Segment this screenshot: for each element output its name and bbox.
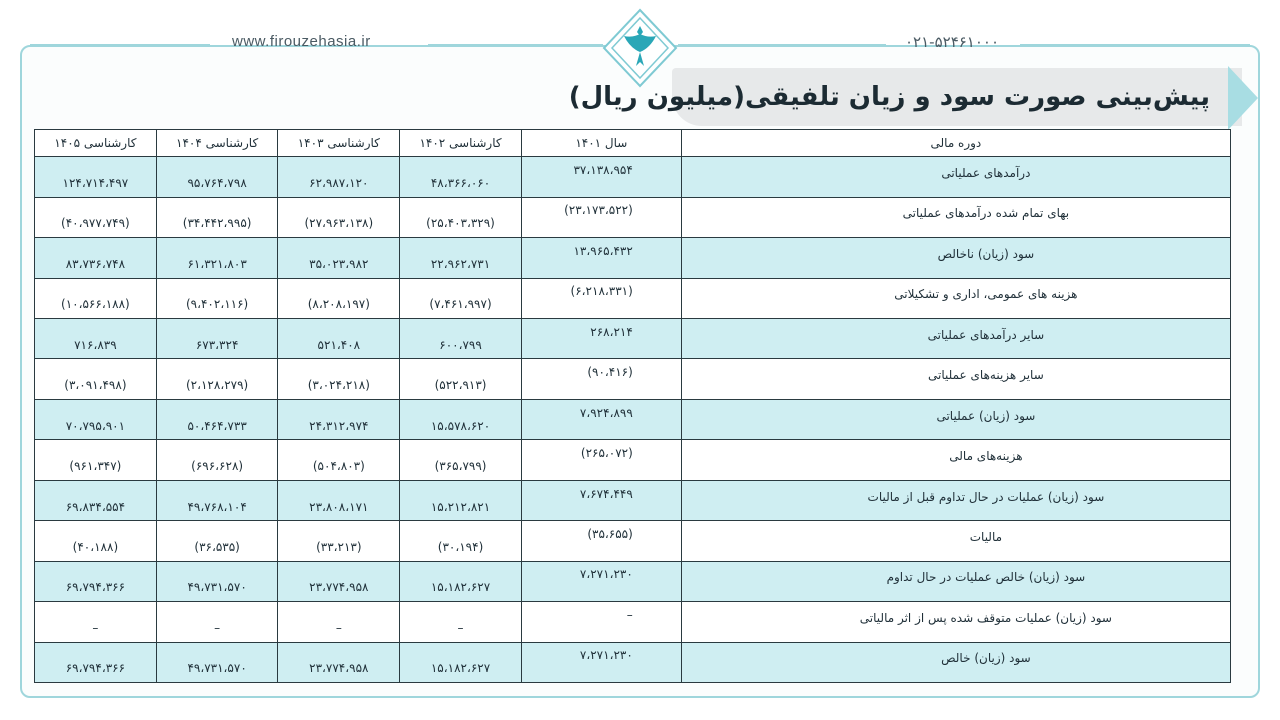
- row-label: هزینه‌های مالی: [949, 449, 1023, 464]
- table-row: [35, 278, 1231, 318]
- cell-value: (۳،۰۹۱،۴۹۸): [64, 378, 127, 393]
- row-label-cell: [681, 197, 1230, 237]
- row-label-cell: [681, 399, 1230, 439]
- row-label: سود (زیان) خالص: [941, 651, 1031, 666]
- table-row: [35, 440, 1231, 480]
- cell-value: (۲۶۵،۰۷۲): [580, 446, 633, 461]
- table-row: [35, 197, 1231, 237]
- income-statement-table: [34, 129, 1231, 683]
- table-row: [35, 399, 1231, 439]
- cell-value: ۲۳،۷۷۴،۹۵۸: [309, 580, 369, 595]
- value-cell: [521, 440, 681, 480]
- row-label: سود (زیان) عملیات در حال تداوم قبل از مالیات: [867, 489, 1105, 504]
- row-label-cell: [681, 480, 1230, 520]
- value-cell: [521, 521, 681, 561]
- divider-line-mid-right: [678, 44, 886, 46]
- cell-value: (۳۴،۴۴۲،۹۹۵): [182, 216, 252, 231]
- value-cell: [35, 602, 157, 642]
- value-cell: [278, 278, 400, 318]
- phone-number: ۰۲۱-۵۲۴۶۱۰۰۰: [905, 33, 1000, 51]
- value-cell: [278, 642, 400, 682]
- cell-value: ۲۴،۳۱۲،۹۷۴: [309, 418, 369, 433]
- value-cell: [400, 440, 522, 480]
- value-cell: [156, 157, 278, 197]
- value-cell: [400, 480, 522, 520]
- column-header-1405: کارشناسی ۱۴۰۵: [35, 130, 157, 157]
- cell-value: (۹۰،۴۱۶): [587, 365, 633, 380]
- value-cell: [521, 399, 681, 439]
- value-cell: [35, 157, 157, 197]
- row-label-cell: [681, 642, 1230, 682]
- table-row: [35, 602, 1231, 642]
- table-row: [35, 319, 1231, 359]
- table-row: [35, 521, 1231, 561]
- cell-value: (۳۵،۶۵۵): [587, 526, 633, 541]
- row-label-cell: [681, 319, 1230, 359]
- value-cell: [156, 521, 278, 561]
- value-cell: [278, 480, 400, 520]
- value-cell: [521, 359, 681, 399]
- column-header-1403: کارشناسی ۱۴۰۳: [278, 130, 400, 157]
- table-row: [35, 642, 1231, 682]
- cell-value: (۳،۰۲۴،۲۱۸): [307, 378, 370, 393]
- cell-value: ۱۵،۵۷۸،۶۲۰: [430, 418, 491, 433]
- value-cell: [521, 480, 681, 520]
- value-cell: [278, 561, 400, 601]
- value-cell: [521, 319, 681, 359]
- table-row: [35, 561, 1231, 601]
- value-cell: [35, 561, 157, 601]
- value-cell: [521, 602, 681, 642]
- row-label-cell: [681, 602, 1230, 642]
- cell-value: (۴۰،۱۸۸): [72, 539, 119, 554]
- cell-value: ۴۹،۷۳۱،۵۷۰: [187, 661, 247, 676]
- divider-line-mid-left: [428, 44, 603, 46]
- value-cell: [400, 319, 522, 359]
- cell-value: ۶۹،۷۹۴،۳۶۶: [65, 580, 126, 595]
- value-cell: [156, 642, 278, 682]
- cell-value: ۱۵،۱۸۲،۶۲۷: [430, 580, 491, 595]
- cell-value: ۱۲۴،۷۱۴،۴۹۷: [62, 176, 129, 190]
- value-cell: [156, 480, 278, 520]
- cell-value: (۲۷،۹۶۳،۱۳۸): [304, 216, 374, 231]
- cell-value: –: [92, 620, 99, 635]
- value-cell: [156, 602, 278, 642]
- cell-value: (۵۲۲،۹۱۳): [434, 378, 487, 393]
- row-label-cell: [681, 238, 1230, 278]
- row-label: سایر هزینه‌های عملیاتی: [928, 368, 1044, 383]
- cell-value: ۱۳،۹۶۵،۴۳۲: [573, 243, 633, 258]
- value-cell: [35, 521, 157, 561]
- cell-value: ۹۵،۷۶۴،۷۹۸: [187, 176, 247, 190]
- row-label-cell: [681, 157, 1230, 197]
- cell-value: ۷،۶۷۴،۴۴۹: [579, 486, 633, 501]
- row-label: سود (زیان) عملیاتی: [936, 408, 1036, 423]
- cell-value: ۶۷۳،۳۲۴: [195, 337, 239, 352]
- cell-value: ۷،۲۷۱،۲۳۰: [579, 648, 633, 663]
- cell-value: (۳۶۵،۷۹۹): [434, 459, 487, 474]
- value-cell: [278, 157, 400, 197]
- cell-value: ۶۰۰،۷۹۹: [439, 337, 482, 352]
- value-cell: [278, 238, 400, 278]
- value-cell: [278, 440, 400, 480]
- cell-value: ۷،۲۷۱،۲۳۰: [579, 567, 633, 582]
- table-header-row: [35, 130, 1231, 157]
- row-label: درآمدهای عملیاتی: [941, 166, 1031, 180]
- value-cell: [278, 319, 400, 359]
- page-title: پیش‌بینی صورت سود و زیان تلفیقی(میلیون ریال): [568, 82, 1210, 112]
- table-row: [35, 238, 1231, 278]
- cell-value: ۱۵،۲۱۲،۸۲۱: [430, 499, 491, 514]
- row-label: بهای تمام شده درآمدهای عملیاتی: [902, 206, 1070, 221]
- row-label: سود (زیان) ناخالص: [937, 246, 1035, 261]
- value-cell: [278, 399, 400, 439]
- value-cell: [156, 238, 278, 278]
- value-cell: [400, 157, 522, 197]
- column-header-1402: کارشناسی ۱۴۰۲: [400, 130, 522, 157]
- value-cell: [400, 521, 522, 561]
- value-cell: [156, 399, 278, 439]
- value-cell: [278, 197, 400, 237]
- value-cell: [400, 642, 522, 682]
- row-label: هزینه های عمومی، اداری و تشکیلاتی: [894, 287, 1078, 302]
- cell-value: (۳۶،۵۳۵): [194, 539, 240, 554]
- value-cell: [400, 197, 522, 237]
- cell-value: (۹۶۱،۳۴۷): [69, 459, 122, 474]
- row-label-cell: [681, 521, 1230, 561]
- value-cell: [156, 319, 278, 359]
- row-label-cell: [681, 278, 1230, 318]
- cell-value: ۴۸،۳۶۶،۰۶۰: [430, 176, 491, 190]
- value-cell: [400, 399, 522, 439]
- cell-value: ۷۱۶،۸۳۹: [74, 337, 117, 352]
- value-cell: [156, 359, 278, 399]
- cell-value: ۱۵،۱۸۲،۶۲۷: [430, 661, 491, 676]
- value-cell: [521, 157, 681, 197]
- cell-value: (۶۹۶،۶۲۸): [191, 459, 244, 474]
- value-cell: [156, 197, 278, 237]
- value-cell: [156, 561, 278, 601]
- cell-value: ۶۲،۹۸۷،۱۲۰: [309, 176, 369, 190]
- value-cell: [400, 238, 522, 278]
- table-row: [35, 157, 1231, 197]
- value-cell: [521, 642, 681, 682]
- cell-value: ۷۰،۷۹۵،۹۰۱: [65, 418, 126, 433]
- table-row: [35, 480, 1231, 520]
- cell-value: (۱۰،۵۶۶،۱۸۸): [61, 297, 130, 312]
- cell-value: –: [457, 620, 464, 635]
- value-cell: [156, 278, 278, 318]
- column-header-period: دوره مالی: [681, 130, 1230, 157]
- cell-value: –: [626, 607, 633, 622]
- row-label: سایر درآمدهای عملیاتی: [927, 327, 1045, 342]
- divider-line-left: [30, 44, 210, 46]
- cell-value: ۲۶۸،۲۱۴: [590, 324, 633, 339]
- cell-value: (۳۳،۲۱۳): [316, 539, 362, 554]
- value-cell: [35, 278, 157, 318]
- cell-value: ۴۹،۷۳۱،۵۷۰: [187, 580, 247, 595]
- cell-value: ۵۰،۴۶۴،۷۳۳: [187, 418, 247, 433]
- value-cell: [521, 238, 681, 278]
- value-cell: [521, 561, 681, 601]
- cell-value: (۶،۲۱۸،۳۳۱): [570, 284, 633, 299]
- cell-value: ۶۹،۷۹۴،۳۶۶: [65, 661, 126, 676]
- column-header-1404: کارشناسی ۱۴۰۴: [156, 130, 278, 157]
- cell-value: ۳۷،۱۳۸،۹۵۴: [573, 163, 633, 177]
- cell-value: (۷،۴۶۱،۹۹۷): [429, 297, 492, 312]
- value-cell: [35, 440, 157, 480]
- value-cell: [35, 197, 157, 237]
- cell-value: ۶۱،۳۲۱،۸۰۳: [187, 256, 247, 271]
- value-cell: [278, 521, 400, 561]
- cell-value: ۳۵،۰۲۳،۹۸۲: [309, 256, 369, 271]
- cell-value: (۳۰،۱۹۴): [437, 539, 484, 554]
- value-cell: [35, 359, 157, 399]
- cell-value: ۵۲۱،۴۰۸: [317, 337, 361, 352]
- cell-value: ۸۳،۷۳۶،۷۴۸: [65, 256, 126, 271]
- value-cell: [400, 278, 522, 318]
- value-cell: [521, 278, 681, 318]
- value-cell: [156, 440, 278, 480]
- value-cell: [400, 359, 522, 399]
- value-cell: [35, 480, 157, 520]
- cell-value: –: [335, 620, 342, 635]
- cell-value: (۵۰۴،۸۰۳): [312, 459, 365, 474]
- row-label-cell: [681, 359, 1230, 399]
- cell-value: (۲۳،۱۷۳،۵۲۲): [564, 203, 633, 218]
- value-cell: [35, 642, 157, 682]
- cell-value: ۲۳،۸۰۸،۱۷۱: [309, 499, 369, 514]
- cell-value: (۸،۲۰۸،۱۹۷): [307, 297, 370, 312]
- divider-line-right: [1020, 44, 1250, 46]
- cell-value: ۷،۹۲۴،۸۹۹: [579, 405, 633, 420]
- column-header-1401: سال ۱۴۰۱: [521, 130, 681, 157]
- website-url[interactable]: www.firouzehasia.ir: [232, 33, 371, 50]
- row-label: سود (زیان) عملیات متوقف شده پس از اثر مالیاتی: [859, 610, 1112, 625]
- cell-value: (۲،۱۲۸،۲۷۹): [185, 378, 249, 393]
- value-cell: [278, 602, 400, 642]
- table-row: [35, 359, 1231, 399]
- row-label-cell: [681, 440, 1230, 480]
- cell-value: ۶۹،۸۳۴،۵۵۴: [65, 499, 126, 514]
- cell-value: (۴۰،۹۷۷،۷۴۹): [61, 216, 130, 231]
- row-label-cell: [681, 561, 1230, 601]
- row-label: مالیات: [969, 529, 1003, 544]
- row-label: سود (زیان) خالص عملیات در حال تداوم: [886, 570, 1086, 585]
- cell-value: ۴۹،۷۶۸،۱۰۴: [187, 499, 247, 514]
- value-cell: [521, 197, 681, 237]
- value-cell: [35, 319, 157, 359]
- cell-value: –: [214, 620, 221, 635]
- company-logo-icon: [602, 8, 678, 92]
- value-cell: [400, 561, 522, 601]
- cell-value: (۹،۴۰۲،۱۱۶): [185, 297, 249, 312]
- cell-value: ۲۳،۷۷۴،۹۵۸: [309, 661, 369, 676]
- value-cell: [278, 359, 400, 399]
- title-arrow-shape: [1228, 66, 1258, 130]
- value-cell: [35, 399, 157, 439]
- cell-value: ۲۲،۹۶۲،۷۳۱: [430, 256, 491, 271]
- cell-value: (۲۵،۴۰۳،۳۲۹): [426, 216, 495, 231]
- value-cell: [35, 238, 157, 278]
- value-cell: [400, 602, 522, 642]
